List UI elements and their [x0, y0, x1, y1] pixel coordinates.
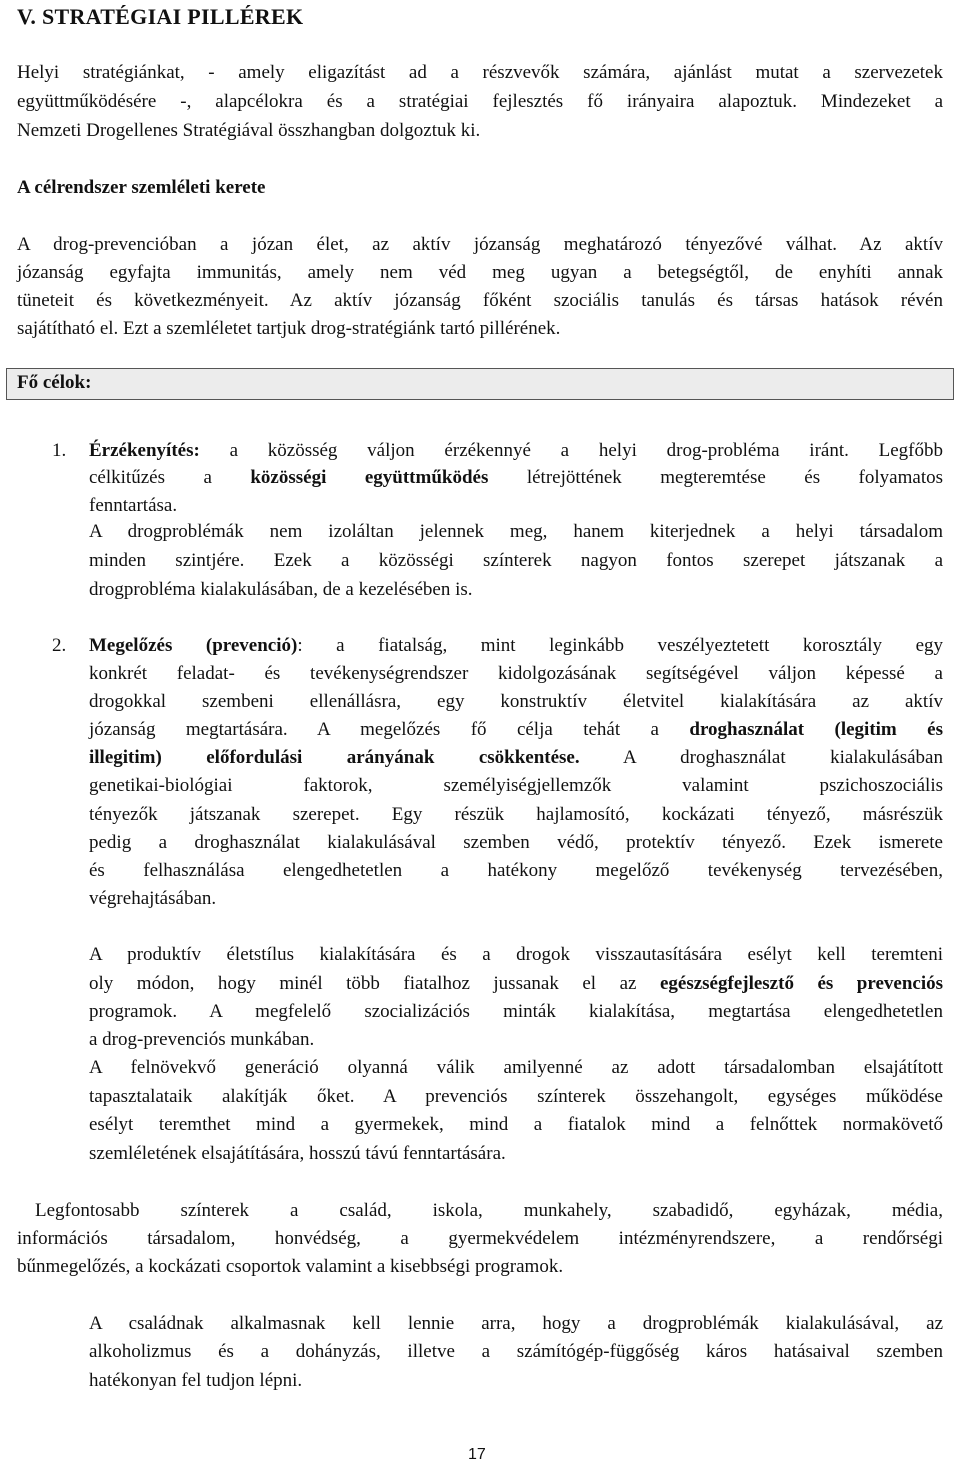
goal-number: 1. — [52, 440, 67, 461]
section-heading: A célrendszer szemléleti kerete — [17, 177, 266, 198]
goal1-line: drogprobléma kialakulásában, de a kezelésében is. — [89, 579, 473, 600]
productive-line: A produktív életstílus kialakítására és a drogok visszautasítására esélyt kell teremteni — [89, 944, 943, 965]
family-line: hatékonyan fel tudjon lépni. — [89, 1370, 303, 1391]
goal1-line: minden szintjére. Ezek a közösségi színterek nagyon fontos szerepet játszanak a — [89, 550, 943, 571]
productive-line: szemléletének elsajátítására, hosszú távú fenntartására. — [89, 1143, 506, 1164]
intro-line: Nemzeti Drogellenes Stratégiával összhangban dolgoztuk ki. — [17, 120, 481, 141]
intro-line: Helyi stratégiánkat, - amely eligazítást ad a részvevők számára, ajánlást mutat a szervezetek — [17, 62, 943, 83]
page-number: 17 — [468, 1446, 486, 1463]
goal2-line: drogokkal szembeni ellenállásra, egy konstruktív életvitel kialakítására az aktív — [89, 691, 943, 712]
goal2-line: végrehajtásában. — [89, 888, 217, 909]
goal1-line: fenntartása. — [89, 495, 178, 516]
goal1-line: célkitűzés a közösségi együttműködés létrejöttének megteremtése és folyamatos — [89, 467, 943, 488]
framework-line: A drog-prevencióban a józan élet, az aktív józanság meghatározó tényezővé válhat. Az aktív — [17, 234, 943, 255]
productive-line: programok. A megfelelő szocializációs minták kialakítása, megtartása elengedhetetlen — [89, 1001, 943, 1022]
venues-line: Legfontosabb színterek a család, iskola, munkahely, szabadidő, egyházak, média, — [35, 1200, 943, 1221]
productive-line: oly módon, hogy minél több fiatalhoz jussanak el az egészségfejlesztő és prevenciós — [89, 973, 943, 994]
goal2-line: Megelőzés (prevenció): a fiatalság, mint leginkább veszélyeztetett korosztály egy — [89, 635, 943, 656]
family-line: alkoholizmus és a dohányzás, illetve a számítógép-függőség káros hatásaival szemben — [89, 1341, 943, 1362]
productive-line: a drog-prevenciós munkában. — [89, 1029, 315, 1050]
goal2-line: és felhasználása elengedhetetlen a hatékony megelőző tevékenység tervezésében, — [89, 860, 943, 881]
goals-heading: Fő célok: — [17, 372, 92, 393]
goal2-line: genetikai-biológiai faktorok, személyiségjellemzők valamint pszichoszociális — [89, 775, 943, 796]
framework-line: sajátítható el. Ezt a szemléletet tartjuk drog-stratégiánk tartó pillérének. — [17, 318, 561, 339]
productive-line: A felnövekvő generáció olyanná válik amilyenné az adott társadalomban elsajátított — [89, 1057, 943, 1078]
chapter-title: V. STRATÉGIAI PILLÉREK — [17, 4, 304, 29]
framework-line: tüneteit és következményeit. Az aktív józanság főként szociális tanulás és társas hatások révén — [17, 290, 943, 311]
goal2-line: illegitim) előfordulási arányának csökkentése. A droghasználat kialakulásában — [89, 747, 943, 768]
productive-line: tapasztalataik alakítják őket. A prevenciós színterek összehangolt, egységes működése — [89, 1086, 943, 1107]
family-line: A családnak alkalmasnak kell lennie arra, hogy a drogproblémák kialakulásával, az — [89, 1313, 943, 1334]
goals-heading-box — [6, 368, 954, 400]
goal2-line: józanság megtartására. A megelőzés fő célja tehát a droghasználat (legitim és — [89, 719, 943, 740]
venues-line: információs társadalom, honvédség, a gyermekvédelem intézményrendszere, a rendőrségi — [17, 1228, 943, 1249]
goal2-line: konkrét feladat- és tevékenységrendszer kidolgozásának segítségével váljon képessé a — [89, 663, 943, 684]
intro-line: együttműködésére -, alapcélokra és a stratégiai fejlesztés fő irányaira alapoztuk. Mindezeket a — [17, 91, 943, 112]
goal-number: 2. — [52, 635, 67, 656]
goal2-line: tényezők játszanak szerepet. Egy részük hajlamosító, kockázati tényező, másrészük — [89, 804, 943, 825]
venues-line: bűnmegelőzés, a kockázati csoportok valamint a kisebbségi programok. — [17, 1256, 564, 1277]
framework-line: józanság egyfajta immunitás, amely nem véd meg ugyan a betegségtől, de enyhíti annak — [17, 262, 943, 283]
productive-line: esélyt teremthet mind a gyermekek, mind a fiatalok mind a felnőttek normakövető — [89, 1114, 943, 1135]
goal1-line: A drogproblémák nem izoláltan jelennek meg, hanem kiterjednek a helyi társadalom — [89, 521, 943, 542]
goal2-line: pedig a droghasználat kialakulásával szemben védő, protektív tényező. Ezek ismerete — [89, 832, 943, 853]
goal1-line: Érzékenyítés: a közösség váljon érzékennyé a helyi drog-probléma iránt. Legfőbb — [89, 440, 943, 461]
